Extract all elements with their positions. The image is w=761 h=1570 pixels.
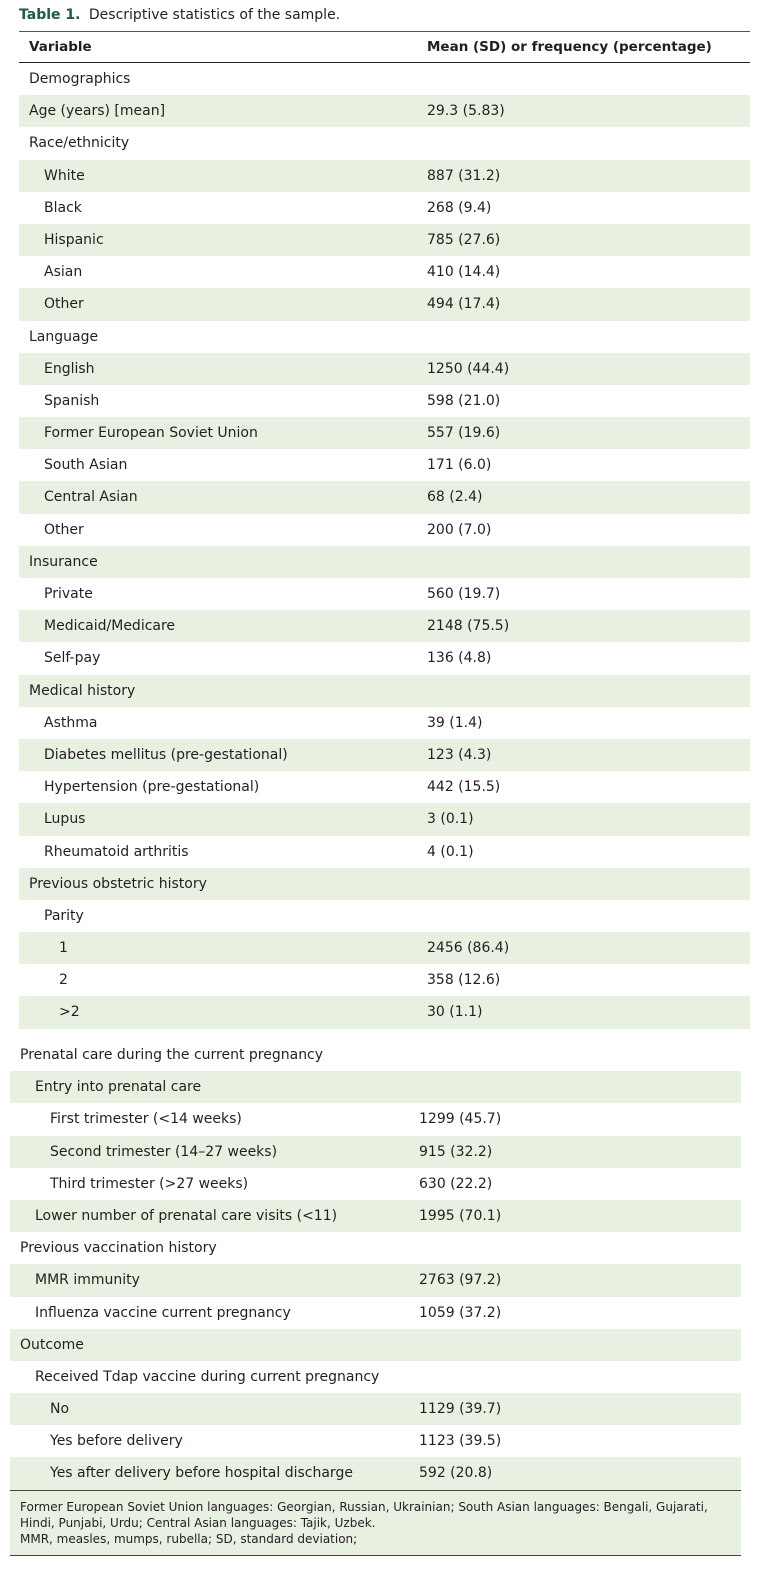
variable-cell: Other (44, 296, 84, 313)
variable-cell: Age (years) [mean] (29, 103, 166, 120)
value-cell: 557 (19.6) (427, 425, 501, 442)
variable-cell: Asthma (44, 714, 98, 731)
value-cell: 171 (6.0) (427, 457, 492, 474)
table-row (19, 321, 750, 353)
variable-cell: Private (44, 586, 93, 602)
table-footnotes (10, 1490, 741, 1556)
value-cell: 592 (20.8) (419, 1465, 493, 1482)
table-row (19, 803, 750, 835)
table-row (19, 160, 750, 192)
value-cell: 4 (0.1) (427, 843, 474, 860)
value-cell: 1129 (39.7) (419, 1401, 502, 1418)
table-body-continued (10, 1039, 741, 1490)
table-row (19, 771, 750, 803)
table-caption (19, 6, 340, 24)
table-row (19, 996, 750, 1028)
value-cell: 2763 (97.2) (419, 1272, 502, 1289)
value-cell: 1250 (44.4) (427, 360, 510, 377)
table-row (10, 1200, 741, 1232)
value-cell: 3 (0.1) (427, 811, 474, 828)
statistics-table-continued (10, 1039, 741, 1490)
table-row (10, 1425, 741, 1457)
table-row (19, 95, 750, 127)
variable-cell: Prenatal care during the current pregnancy (20, 1047, 324, 1063)
variable-cell: Former European Soviet Union (44, 425, 258, 442)
value-cell: 123 (4.3) (427, 746, 492, 763)
value-cell: 29.3 (5.83) (427, 103, 505, 120)
variable-cell: Yes before delivery (50, 1433, 183, 1450)
variable-cell: Central Asian (44, 489, 138, 506)
value-cell: 630 (22.2) (419, 1175, 493, 1192)
value-cell: 2148 (75.5) (427, 618, 510, 635)
value-cell: 39 (1.4) (427, 714, 483, 731)
table-row (10, 1039, 741, 1071)
table-row (10, 1393, 741, 1425)
variable-cell: Medicaid/Medicare (44, 618, 176, 635)
variable-cell: >2 (59, 1004, 80, 1021)
table-row (19, 675, 750, 707)
variable-cell: Second trimester (14–27 weeks) (50, 1143, 278, 1160)
table-row (10, 1168, 741, 1200)
variable-cell: Rheumatoid arthritis (44, 843, 189, 860)
variable-cell: First trimester (<14 weeks) (50, 1111, 242, 1128)
table-label: Table 1. (19, 7, 81, 23)
variable-cell: Lupus (44, 811, 86, 828)
table-row (10, 1071, 741, 1103)
table-row (19, 256, 750, 288)
header-value: Mean (SD) or frequency (percentage) (427, 39, 712, 55)
value-cell: 200 (7.0) (427, 521, 492, 538)
table-row (19, 192, 750, 224)
value-cell: 2456 (86.4) (427, 940, 510, 957)
table-row (19, 417, 750, 449)
value-cell: 268 (9.4) (427, 199, 492, 216)
table-row (19, 610, 750, 642)
footnote: Former European Soviet Union languages: Georgian, Russian, Ukrainian; South Asian languages: Bengali, Gujarati, Hindi, Punjabi, Urdu; Central Asian languages: Tajik, Uzbek. (20, 1500, 708, 1530)
variable-cell: Medical history (29, 682, 136, 699)
statistics-table (19, 31, 750, 1029)
variable-cell: Spanish (44, 392, 100, 409)
value-cell: 915 (32.2) (419, 1143, 493, 1160)
table-row (19, 546, 750, 578)
table-row (10, 1297, 741, 1329)
value-cell: 68 (2.4) (427, 489, 483, 506)
table-row (19, 449, 750, 481)
table-row (19, 739, 750, 771)
variable-cell: Third trimester (>27 weeks) (50, 1175, 249, 1192)
variable-cell: Demographics (29, 71, 131, 87)
variable-cell: Language (29, 328, 99, 345)
table-row (19, 127, 750, 159)
variable-cell: Other (44, 521, 84, 538)
table-row (10, 1329, 741, 1361)
variable-cell: MMR immunity (35, 1272, 140, 1289)
table-row (19, 481, 750, 513)
variable-cell: Lower number of prenatal care visits (<11) (35, 1207, 338, 1224)
footnote: MMR, measles, mumps, rubella; SD, standard deviation; (20, 1532, 358, 1546)
table-row (10, 1232, 741, 1264)
variable-cell: Diabetes mellitus (pre-gestational) (44, 746, 288, 763)
variable-cell: Entry into prenatal care (35, 1079, 202, 1096)
value-cell: 1123 (39.5) (419, 1433, 502, 1450)
table-row (19, 288, 750, 320)
variable-cell: 2 (59, 972, 68, 989)
variable-cell: Outcome (20, 1336, 84, 1353)
value-cell: 442 (15.5) (427, 779, 501, 796)
variable-cell: Self-pay (44, 650, 101, 667)
value-cell: 785 (27.6) (427, 231, 501, 248)
value-cell: 560 (19.7) (427, 586, 501, 602)
table-row (19, 964, 750, 996)
variable-cell: Insurance (29, 553, 98, 570)
table-row (19, 707, 750, 739)
table-row (10, 1136, 741, 1168)
variable-cell: No (50, 1401, 70, 1418)
table-row (19, 932, 750, 964)
variable-cell: Hispanic (44, 231, 104, 248)
table-row (10, 1264, 741, 1296)
table-row (19, 900, 750, 932)
table-body (19, 63, 750, 1029)
variable-cell: English (44, 360, 95, 377)
table-row (19, 63, 750, 95)
table-row (19, 642, 750, 674)
variable-cell: Previous vaccination history (20, 1240, 217, 1257)
table-row (19, 385, 750, 417)
table-row (19, 578, 750, 610)
table-row (19, 224, 750, 256)
value-cell: 136 (4.8) (427, 650, 492, 667)
value-cell: 1995 (70.1) (419, 1207, 502, 1224)
table-row (10, 1361, 741, 1393)
variable-cell: Yes after delivery before hospital discharge (50, 1465, 353, 1482)
table-title: Descriptive statistics of the sample. (88, 7, 341, 23)
table-row (19, 868, 750, 900)
table-header (19, 31, 750, 63)
value-cell: 30 (1.1) (427, 1004, 483, 1021)
header-variable: Variable (29, 39, 92, 55)
table-row (19, 836, 750, 868)
variable-cell: Asian (44, 264, 83, 281)
value-cell: 887 (31.2) (427, 167, 501, 184)
variable-cell: South Asian (44, 457, 128, 474)
table-row (19, 353, 750, 385)
variable-cell: Black (44, 199, 82, 216)
value-cell: 1299 (45.7) (419, 1111, 502, 1128)
value-cell: 598 (21.0) (427, 392, 501, 409)
variable-cell: Race/ethnicity (29, 135, 130, 152)
variable-cell: Hypertension (pre-gestational) (44, 779, 260, 796)
value-cell: 1059 (37.2) (419, 1304, 502, 1321)
variable-cell: Parity (44, 907, 84, 924)
variable-cell: Influenza vaccine current pregnancy (35, 1304, 291, 1321)
variable-cell: Received Tdap vaccine during current pregnancy (35, 1368, 380, 1385)
variable-cell: White (44, 167, 85, 184)
value-cell: 410 (14.4) (427, 264, 501, 281)
table-row (10, 1103, 741, 1135)
variable-cell: Previous obstetric history (29, 875, 207, 892)
table-row (10, 1457, 741, 1489)
variable-cell: 1 (59, 940, 68, 957)
value-cell: 358 (12.6) (427, 972, 501, 989)
value-cell: 494 (17.4) (427, 296, 501, 313)
table-row (19, 514, 750, 546)
